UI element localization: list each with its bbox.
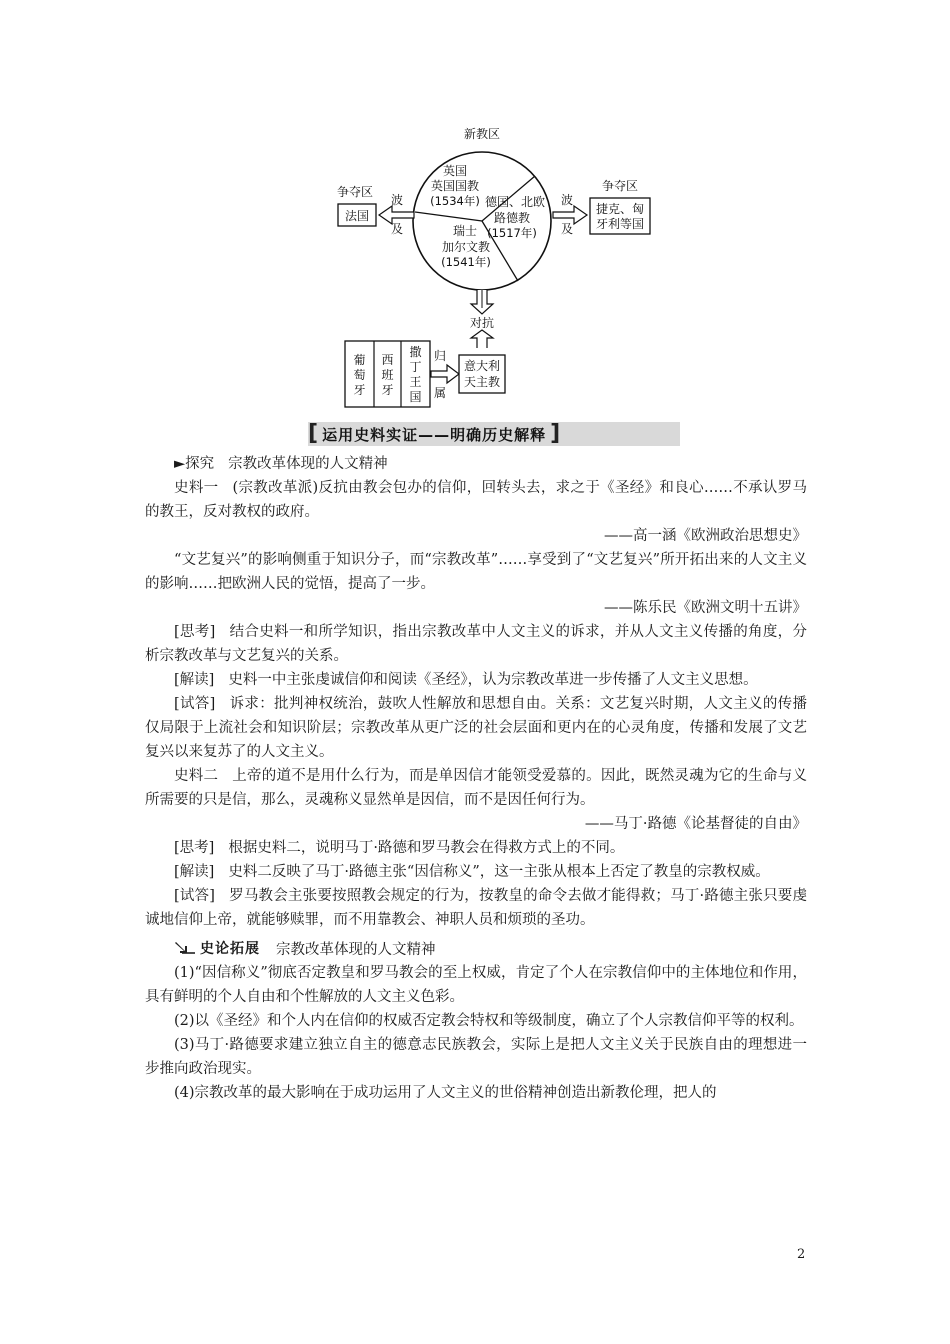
source2-text: 上帝的道不是用什么行为，而是单因信才能领受爱慕的。因此，既然灵魂为它的生命与义所需要的只是信，那么，灵魂称义显然单是因信，而不是因任何行为。	[145, 768, 807, 808]
source1-tag: 史料一	[174, 480, 219, 496]
sector-swiss-line: 瑞士	[452, 224, 478, 238]
belong-char: 属	[433, 386, 447, 400]
document-body	[145, 452, 807, 1105]
source1-text2: “文艺复兴”的影响侧重于知识分子，而“宗教改革”……享受到了“文艺复兴”所开拓出来的人文主义的影响……把欧洲人民的觉悟，提高了一步。	[145, 552, 807, 592]
q2-read	[145, 860, 807, 884]
france-label: 法国	[344, 209, 370, 223]
left-contested-label: 争夺区	[336, 185, 374, 199]
banner-right-bracket: ]	[550, 421, 561, 446]
source2-paragraph	[145, 764, 807, 812]
q1-read	[145, 668, 807, 692]
italy-catholic-line: 天主教	[463, 375, 501, 389]
spread-left-char: 波	[390, 193, 404, 207]
extension-heading	[145, 935, 807, 961]
explore-marker: ►探究	[174, 456, 215, 472]
source2-citation: ——马丁·路德《论基督徒的自由》	[584, 816, 807, 832]
extension-title: 史论拓展	[200, 941, 260, 957]
source1-citation2: ——陈乐民《欧洲文明十五讲》	[604, 600, 807, 616]
spread-left-char: 及	[390, 222, 404, 236]
q2-answer-text: 罗马教会主张要按照教会规定的行为，按教皇的命令去做才能得救；马丁·路德主张只要虔诚地信仰上帝，就能够赎罪，而不用靠教会、神职人员和烦琐的圣功。	[145, 888, 807, 928]
q1-think	[145, 620, 807, 668]
extension-item: (2)以《圣经》和个人内在信仰的权威否定教会特权和等级制度，确立了个人宗教信仰平等的权利。	[174, 1013, 804, 1029]
right-contested-label: 争夺区	[601, 179, 639, 193]
reformation-diagram	[0, 0, 950, 420]
bohemia-hungary-line: 牙利等国	[595, 217, 645, 231]
belong-char: 归	[433, 349, 447, 363]
italy-catholic-line: 意大利	[463, 359, 501, 373]
extension-item: (4)宗教改革的最大影响在于成功运用了人文主义的世俗精神创造出新教伦理，把人的	[174, 1085, 717, 1101]
q2-think-text: 根据史料二，说明马丁·路德和罗马教会在得救方式上的不同。	[228, 840, 625, 856]
sector-swiss-line: 加尔文教	[441, 240, 491, 254]
new-church-zone-label: 新教区	[463, 127, 501, 141]
q1-think-tag: [思考]	[174, 624, 216, 640]
bohemia-hungary-line: 捷克、匈	[595, 202, 645, 216]
extension-item: (3)马丁·路德要求建立独立自主的德意志民族教会，实际上是把人文主义关于民族自由的理想进一步推向政治现实。	[145, 1037, 807, 1077]
belong-arrow-icon	[431, 365, 459, 383]
q1-answer	[145, 692, 807, 764]
spread-right-char: 及	[560, 222, 574, 236]
country-name-vertical: 葡萄牙	[353, 353, 366, 397]
source1-text: (宗教改革派)反抗由教会包办的信仰，回转头去，求之于《圣经》和良心……不承认罗马的教王，反对教权的政府。	[145, 480, 808, 520]
q2-think	[145, 836, 807, 860]
q1-read-text: 史料一中主张虔诚信仰和阅读《圣经》，认为宗教改革进一步传播了人文主义思想。	[228, 672, 758, 688]
q1-think-text: 结合史料一和所学知识，指出宗教改革中人文主义的诉求，并从人文主义传播的角度，分析宗教改革与文艺复兴的关系。	[145, 624, 807, 664]
confront-label: 对抗	[469, 316, 495, 330]
arrow-down-right-icon	[174, 939, 196, 958]
explore-heading	[145, 452, 807, 476]
banner-left-bracket: [	[308, 421, 319, 446]
q1-answer-text: 诉求：批判神权统治，鼓吹人性解放和思想自由。关系：文艺复兴时期，人文主义的传播仅局限于上流社会和知识阶层；宗教改革从更广泛的社会层面和更内在的心灵角度，传播和发展了文艺复兴以来复苏了的人文主义。	[145, 696, 807, 760]
country-name-vertical: 撒丁王国	[409, 345, 422, 404]
explore-title: 宗教改革体现的人文精神	[228, 456, 388, 472]
extension-subtitle: 宗教改革体现的人文精神	[276, 941, 436, 958]
source1-citation: ——高一涵《欧洲政治思想史》	[604, 528, 807, 544]
q2-read-text: 史料二反映了马丁·路德主张“因信称义”，这一主张从根本上否定了教皇的宗教权威。	[228, 864, 770, 880]
confront-arrow-up-icon	[471, 330, 493, 348]
q2-read-tag: [解读]	[174, 864, 215, 880]
q1-read-tag: [解读]	[174, 672, 215, 688]
source2-tag: 史料二	[174, 768, 219, 784]
spread-right-char: 波	[560, 193, 574, 207]
sector-germany-line: 路德教	[493, 211, 531, 225]
sector-swiss-line: (1541年)	[441, 255, 491, 269]
q2-think-tag: [思考]	[174, 840, 215, 856]
banner-title: 运用史料实证——明确历史解释	[322, 425, 547, 444]
source1-paragraph	[145, 476, 807, 524]
sector-divider	[415, 212, 482, 221]
sector-england-line: (1534年)	[430, 194, 480, 208]
extension-item: (1)“因信称义”彻底否定教皇和罗马教会的至上权威，肯定了个人在宗教信仰中的主体地位和作用，具有鲜明的个人自由和个性解放的人文主义色彩。	[145, 965, 807, 1005]
sector-germany-line: 德国、北欧	[484, 195, 546, 209]
country-name-vertical: 西班牙	[381, 353, 394, 397]
q2-answer	[145, 884, 807, 932]
sector-germany-line: (1517年)	[487, 226, 537, 240]
sector-england-line: 英国国教	[430, 179, 480, 193]
section-banner	[308, 422, 680, 446]
page-number: 2	[797, 1247, 806, 1262]
q2-answer-tag: [试答]	[174, 888, 215, 904]
sector-england-line: 英国	[442, 164, 468, 178]
q1-answer-tag: [试答]	[174, 696, 216, 712]
